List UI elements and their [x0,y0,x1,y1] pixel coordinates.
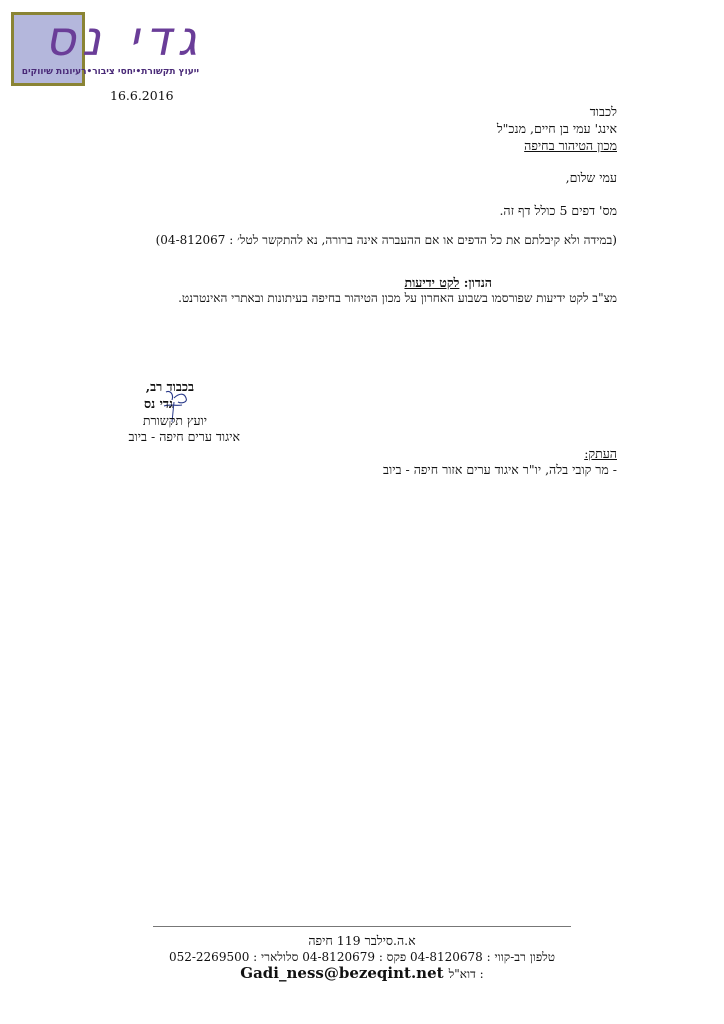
recipient-name: אינג' עמי בן חיים, מנכ"ל [496,121,617,136]
logo-tagline: ייעוץ תקשורת•יחסי ציבור•רעיונות שיווקים [21,67,199,77]
subject-label: הנדון: [463,275,492,290]
letter-date: 16.6.2016 [110,88,174,103]
pages-line: מס' דפים 5 כולל דף זה. [499,203,617,218]
footer-email[interactable]: Gadi_ness@bezeqint.net [240,964,444,982]
subject-line [192,275,492,291]
signature-title: יועץ תקשורת [142,413,207,428]
signature-closing: בכבוד רב, [145,379,194,394]
recipient-salutation: לכבוד [589,104,617,119]
greeting: עמי שלום, [565,170,617,185]
footer-email-line [153,963,571,982]
cc-label: העתק: [584,446,617,461]
signature-org: איגוד ערים חיפה - ביוב [128,429,240,444]
body-text: מצ"ב לקט ידיעות שפורסמו בשבוע האחרון על מכון הטיהור בחיפה בעיתונות ובאתרי האינטרנט. [178,291,617,305]
transmission-notice: (במידה ולא קיבלתם את כל הדפים או אם ההעברה אינה ברורה, נא להתקשר לטל׳ : 04-812067) [155,233,617,247]
logo-name: גדי נס [44,11,203,67]
signature-name: גדי נס [144,396,173,411]
subject-value: לקט ידיעות [404,275,460,290]
cc-item: - מר קובי בלה, יו"ר איגוד ערים אזור חיפה - ביוב [383,462,617,477]
recipient-org: מכון הטיהור בחיפה [524,138,617,153]
footer-address: א.ה.סילבר 119 חיפה [308,933,416,948]
logo [11,11,203,86]
footer-divider [153,926,571,927]
footer-email-label: דוא"ל : [448,967,484,981]
footer-phones: טלפון רב-קווי : 04-8120678 פקס : 04-8120679 סלולארי : 052-2269500 [168,950,556,964]
